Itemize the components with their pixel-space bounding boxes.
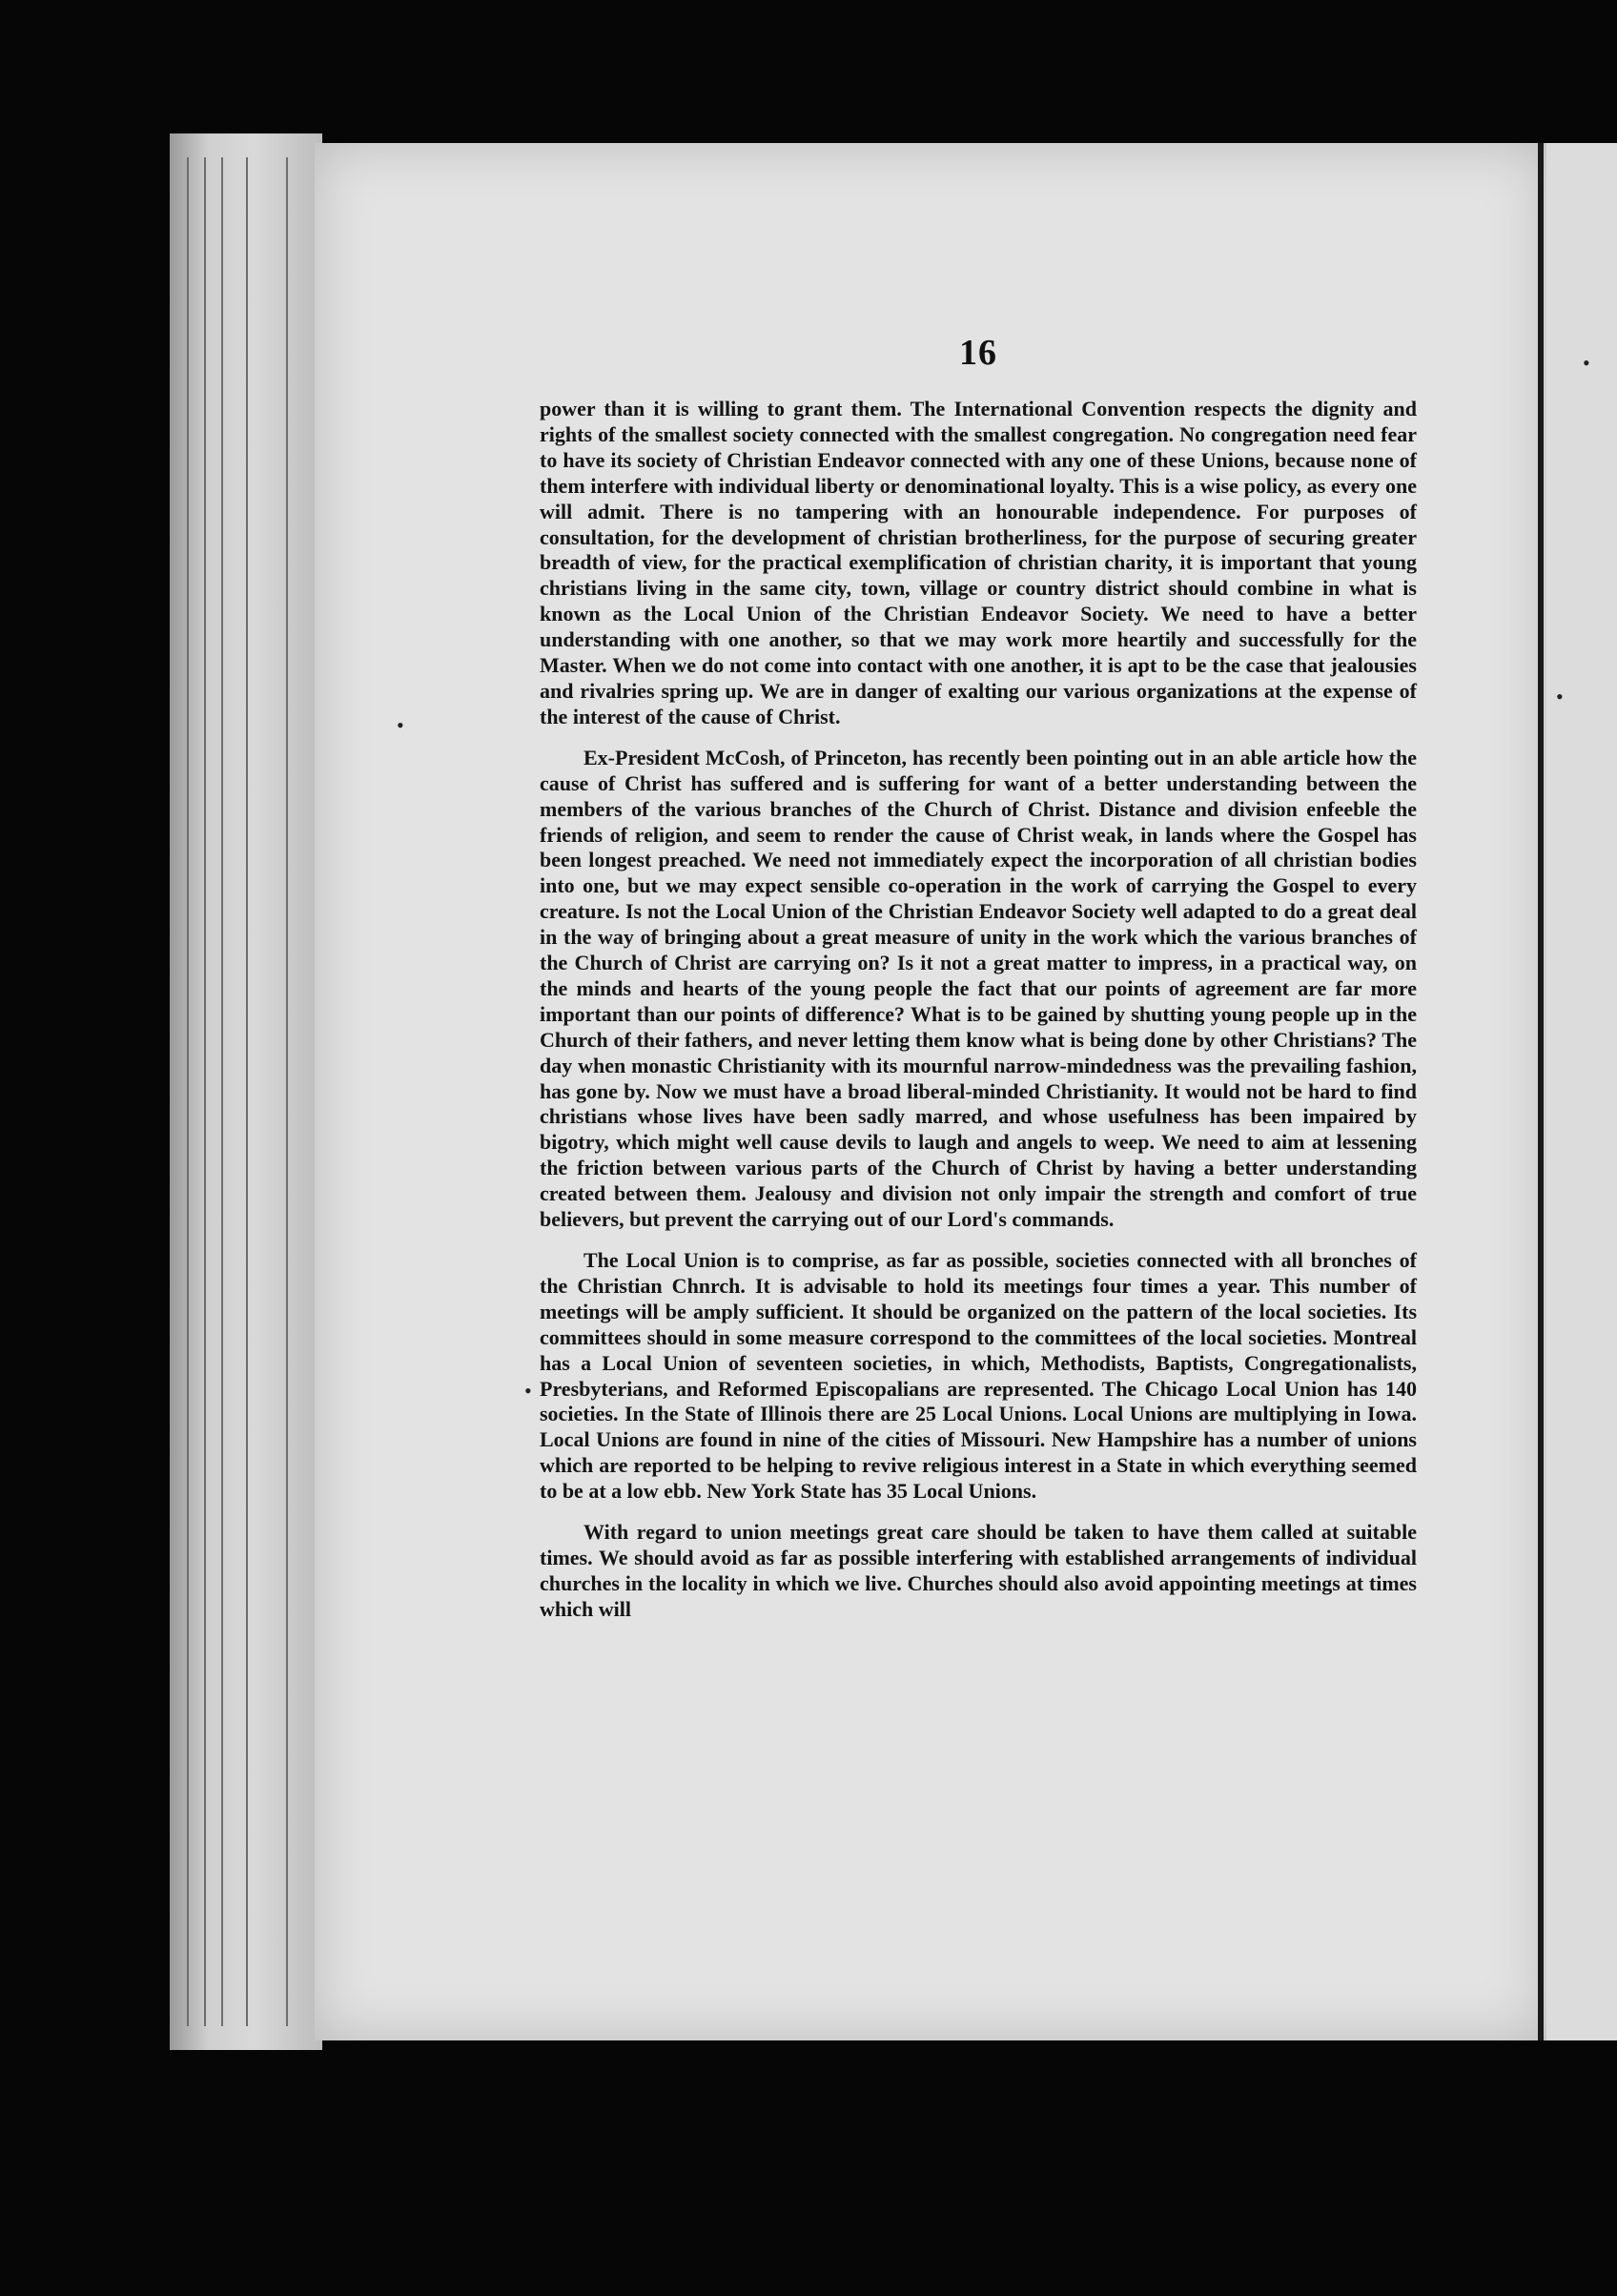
ink-speck: • <box>397 713 404 737</box>
page-number: 16 <box>959 333 997 373</box>
paragraph-3: The Local Union is to comprise, as far as possible, societies connected with all bronches of the Christian Chnrch. It is advisable to hold its meetings four times a year. This number of meetings will be amply sufficient. It should be organized on the pattern of the local societies. Its committees should in some measure correspond to the committees of the local societies. Montreal has a Local Union of seventeen societies, in which, Methodists, Baptists, Congregationalists, Presbyterians, and Reformed Episcopalians are represented. The Chicago Local Union has 140 societies. In the State of Illinois there are 25 Local Unions. Local Unions are multiplying in Iowa. Local Unions are found in nine of the cities of Missouri. New Hampshire has a number of unions which are reported to be helping to revive religious interest in a State in which everything seemed to be at a low ebb. New York State has 35 Local Unions. <box>540 1248 1417 1504</box>
body-text <box>540 397 1417 1638</box>
paragraph-4: With regard to union meetings great care should be taken to have them called at suitable times. We should avoid as far as possible interfering with established arrangements of individual churches in the locality in which we live. Churches should also avoid appointing meetings at times which will <box>540 1520 1417 1621</box>
page-gutter <box>1538 143 1544 2040</box>
page-edge-line <box>246 157 248 2026</box>
page-edge-line <box>286 157 288 2026</box>
ink-speck: • <box>524 1379 532 1403</box>
page-edge-line <box>187 157 189 2026</box>
paragraph-2: Ex-President McCosh, of Princeton, has recently been pointing out in an able article how the cause of Christ has suffered and is suffering for want of a better understanding between the members of the various branches of the Church of Christ. Distance and division enfeeble the friends of religion, and seem to render the cause of Christ weak, in lands where the Gospel has been longest preached. We need not immediately expect the incorporation of all christian bodies into one, but we may expect sensible co-operation in the work of carrying the Gospel to every creature. Is not the Local Union of the Christian Endeavor Society well adapted to do a great deal in the way of bringing about a great measure of unity in the work which the various branches of the Church of Christ are carrying on? Is it not a great matter to impress, in a practical way, on the minds and hearts of the young people the fact that our points of agreement are far more important than our points of difference? What is to be gained by shutting young people up in the Church of their fathers, and never letting them know what is being done by other Christians? The day when monastic Christianity with its mournful narrow-mindedness was the prevailing fashion, has gone by. Now we must have a broad liberal-minded Christianity. It would not be hard to find christians whose lives have been sadly marred, and whose usefulness has been impaired by bigotry, which might well cause devils to laugh and angels to weep. We need to aim at lessening the friction between various parts of the Church of Christ by having a better understanding created between them. Jealousy and division not only impair the strength and comfort of true believers, but prevent the carrying out of our Lord's commands. <box>540 745 1417 1232</box>
facing-page <box>1546 143 1617 2040</box>
ink-speck: • <box>1583 351 1590 375</box>
ink-speck: • <box>1556 685 1564 708</box>
page-edge-line <box>221 157 223 2026</box>
paragraph-1: power than it is willing to grant them. The International Convention respects the dignity and rights of the smallest society connected with the smallest congregation. No congregation need fear to have its society of Christian Endeavor connected with any one of these Unions, because none of them interfere with individual liberty or denominational loyalty. This is a wise policy, as every one will admit. There is no tampering with an honourable independence. For purposes of consultation, for the development of christian brotherliness, for the purpose of securing greater breadth of view, for the practical exemplification of christian charity, it is important that young christians living in the same city, town, village or country district should combine in what is known as the Local Union of the Christian Endeavor Society. We need to have a better understanding with one another, so that we may work more heartily and successfully for the Master. When we do not come into contact with one another, it is apt to be the case that jealousies and rivalries spring up. We are in danger of exalting our various organizations at the expense of the interest of the cause of Christ. <box>540 397 1417 728</box>
page-edge-line <box>204 157 206 2026</box>
